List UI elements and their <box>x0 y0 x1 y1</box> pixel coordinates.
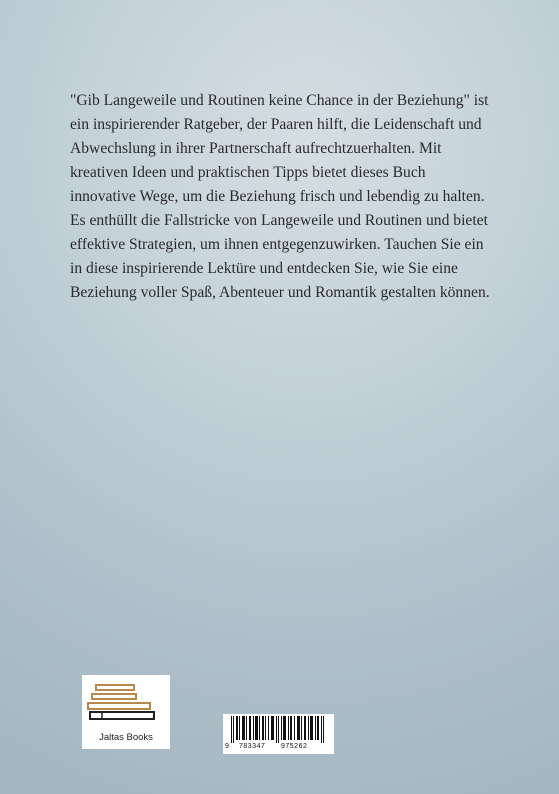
publisher-logo <box>82 675 170 749</box>
barcode-bars <box>223 714 334 744</box>
barcode-digit-group: 783347 <box>239 743 266 750</box>
blurb-text: "Gib Langeweile und Routinen keine Chance in der Beziehung" ist ein inspirierender Ratgeber, der Paaren hilft, die Leidenschaft und Abwechslung in ihrer Partnerschaft aufrechtzuerhalten. Mit kreativen Ideen und praktischen Tipps bietet dieses Buch innovative Wege, um die Beziehung frisch und lebendig zu halten. Es enthüllt die Fallstricke von Langeweile und Routinen und bietet effektive Strategien, um ihnen entgegenzuwirken. Tauchen Sie ein in diese inspirierende Lektüre und entdecken Sie, wie Sie eine Beziehung voller Spaß, Abenteuer und Romantik gestalten können. <box>70 92 490 301</box>
isbn-barcode <box>223 714 334 754</box>
publisher-name: Jaltas Books <box>99 732 153 743</box>
barcode-digit-group: 975262 <box>281 743 308 750</box>
stacked-books-icon <box>82 675 170 731</box>
barcode-digit-group: 9 <box>225 743 230 750</box>
